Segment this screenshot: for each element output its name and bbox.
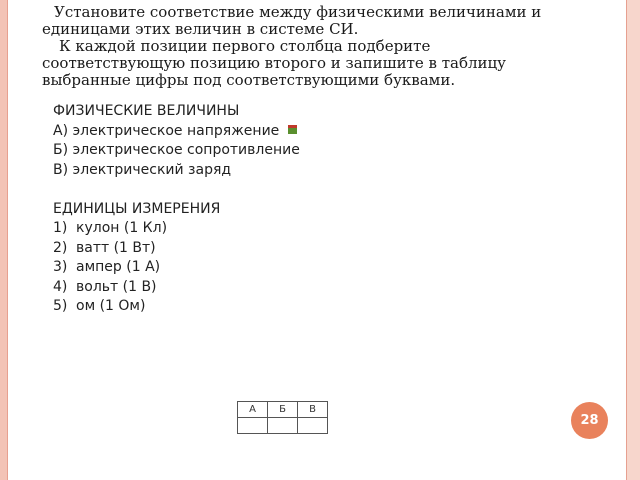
quantity-item [53, 122, 493, 142]
quantities-heading: ФИЗИЧЕСКИЕ ВЕЛИЧИНЫ [53, 103, 240, 119]
answer-header-v: В [298, 402, 328, 418]
unit-item [53, 258, 493, 278]
quantity-item-text: А) электрическое напряжение [53, 122, 280, 139]
unit-text: вольт (1 В) [76, 278, 157, 295]
unit-text: ватт (1 Вт) [76, 239, 156, 256]
slide-number-badge [571, 402, 608, 439]
left-decor-line [7, 0, 8, 480]
units-heading: ЕДИНИЦЫ ИЗМЕРЕНИЯ [53, 200, 221, 217]
answer-table [237, 401, 328, 434]
unit-item [53, 297, 493, 317]
answer-header-b: Б [268, 402, 298, 418]
unit-item [53, 219, 493, 239]
answer-cell-a[interactable] [238, 418, 268, 434]
task-line: единицами этих величин в системе СИ. [42, 20, 359, 38]
quantity-item: Б) электрическое сопротивление [53, 142, 300, 158]
unit-number: 5) [53, 298, 68, 314]
list-spacer [53, 180, 493, 200]
task-instructions [42, 4, 602, 89]
answer-cell-v[interactable] [298, 418, 328, 434]
task-line: соответствующую позицию второго и запишите в таблицу [42, 54, 507, 72]
unit-number: 2) [53, 239, 68, 256]
right-decor-bar [627, 0, 640, 480]
matching-lists [53, 102, 493, 317]
image-placeholder-icon [288, 125, 297, 134]
unit-item [53, 278, 493, 298]
unit-text: ампер (1 А) [76, 259, 161, 275]
task-line: выбранные цифры под соответствующими буквами. [42, 71, 456, 89]
unit-number: 3) [53, 259, 68, 275]
left-decor-bar [0, 0, 7, 480]
unit-text: ом (1 Ом) [76, 298, 146, 314]
answer-cell-b[interactable] [268, 418, 298, 434]
unit-text: кулон (1 Кл) [76, 220, 168, 236]
unit-number: 4) [53, 278, 68, 295]
answer-header-a: А [238, 402, 268, 418]
unit-number: 1) [53, 220, 68, 236]
slide-number: 28 [580, 413, 599, 428]
task-line: Установите соответствие между физическими величинами и [54, 3, 542, 21]
unit-item [53, 239, 493, 259]
quantity-item: В) электрический заряд [53, 161, 232, 178]
task-line: К каждой позиции первого столбца подберите [59, 37, 431, 55]
